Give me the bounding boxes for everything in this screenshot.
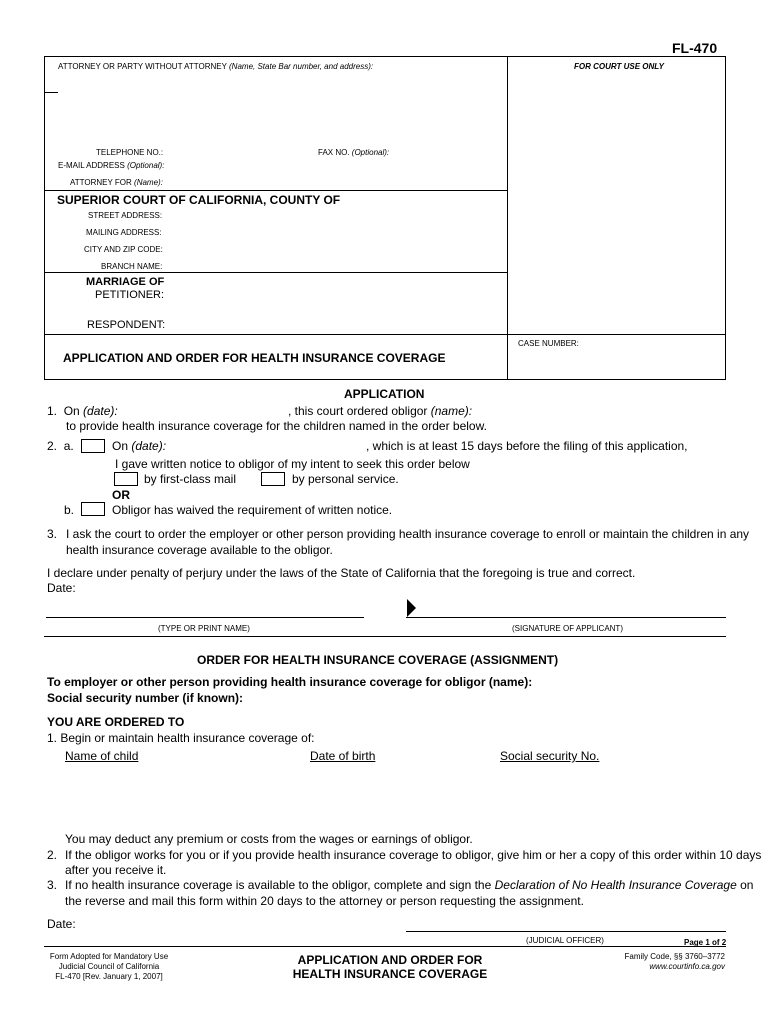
order-date-field[interactable] [82,916,282,931]
order-item2-line2: after you receive it. [65,863,167,877]
judicial-officer-signature-field[interactable] [420,914,724,930]
column-ssn: Social security No. [500,749,600,763]
app-item2a-checkbox[interactable] [81,439,105,453]
marriage-of-label: MARRIAGE OF [86,276,165,288]
footer-title: APPLICATION AND ORDER FOR HEALTH INSURANCE COVERAGE [292,953,488,981]
app-item2b-label: b. [64,503,75,517]
section-divider [44,636,726,637]
app-item2a-rest: , which is at least 15 days before the filing of this application, [366,439,688,453]
order-item1: 1. Begin or maintain health insurance coverage of: [47,731,315,745]
petitioner-label: PETITIONER: [95,289,165,301]
form-number: FL-470 [672,40,718,56]
petitioner-field[interactable] [164,287,500,302]
signature-applicant-label: (SIGNATURE OF APPLICANT) [512,624,623,633]
child-row-3-dob[interactable] [310,804,480,818]
case-number-label: CASE NUMBER: [518,339,579,348]
order-item3-num: 3. [47,878,58,892]
applicant-signature-line [406,617,726,618]
ordered-heading: YOU ARE ORDERED TO [47,715,185,729]
app-item2-num: 2. a. [47,439,74,453]
court-use-label: FOR COURT USE ONLY [574,62,664,71]
application-heading: APPLICATION [344,387,425,401]
order-to-employer-label: To employer or other person providing health insurance coverage for obligor (name): [47,675,533,689]
city-zip-label: CITY AND ZIP CODE: [84,245,163,254]
city-zip-field[interactable] [164,242,500,255]
personal-service-checkbox[interactable] [261,472,285,486]
child-row-3-name[interactable] [65,804,295,818]
court-title: SUPERIOR COURT OF CALIFORNIA, COUNTY OF [57,193,341,207]
app-item2-or: OR [112,488,130,502]
branch-name-label: BRANCH NAME: [101,262,163,271]
respondent-field[interactable] [164,317,500,332]
mailing-address-field[interactable] [164,225,500,238]
order-item3-line1: If no health insurance coverage is available to the obligor, complete and sign the Declaration of No Health Insurance Coverage on [65,878,754,892]
signature-arrow-icon [407,599,416,617]
footer-divider [44,946,726,947]
app-date-field[interactable] [82,580,282,595]
order-date-label: Date: [47,917,76,931]
order-ssn-field[interactable] [238,690,438,705]
page-number: Page 1 of 2 [684,938,727,947]
child-row-2-dob[interactable] [310,786,480,800]
app-item3-line2: health insurance coverage available to the obligor. [66,543,333,557]
footer-site-link[interactable]: www.courtinfo.ca.gov [649,962,725,971]
fax-field[interactable] [390,145,500,158]
app-item1-mid: , this court ordered obligor (name): [288,404,473,418]
attorney-for-label: ATTORNEY FOR (Name): [70,178,163,187]
deduct-text: You may deduct any premium or costs from the wages or earnings of obligor. [65,832,473,846]
app-item3-num: 3. [47,527,58,541]
telephone-label: TELEPHONE NO.: [96,148,164,157]
fax-label: FAX NO. (Optional): [318,148,390,157]
column-date-of-birth: Date of birth [310,749,376,763]
app-item1-line2: to provide health insurance coverage for the children named in the order below. [66,419,487,433]
order-item2-num: 2. [47,848,58,862]
order-item3-line2: the reverse and mail this form within 20 days to the attorney or person requesting the assignment. [65,894,584,908]
applicant-signature-field[interactable] [420,600,724,616]
column-name-of-child: Name of child [65,749,139,763]
order-heading: ORDER FOR HEALTH INSURANCE COVERAGE (ASSIGNMENT) [197,653,559,667]
app-item1-date-field[interactable] [124,403,284,418]
form-title: APPLICATION AND ORDER FOR HEALTH INSURANCE COVERAGE [63,351,446,365]
email-field[interactable] [164,158,500,171]
adoption-notice: Form Adopted for Mandatory Use Judicial Council of California FL-470 [Rev. January 1, 2007] [49,952,169,981]
judicial-officer-label: (JUDICIAL OFFICER) [526,936,604,945]
type-name-label: (TYPE OR PRINT NAME) [158,624,250,633]
child-row-1-name[interactable] [65,768,295,782]
child-row-2-name[interactable] [65,786,295,800]
child-row-1-ssn[interactable] [500,768,700,782]
street-address-label: STREET ADDRESS: [88,211,163,220]
app-item1: 1. On (date): [47,404,118,418]
county-field[interactable] [330,192,500,207]
order-item2-line1: If the obligor works for you or if you provide health insurance coverage to obligor, give him or her a copy of this order within 10 days [65,848,762,862]
child-row-1-dob[interactable] [310,768,480,782]
footer-code: Family Code, §§ 3760–3772 www.courtinfo.ca.gov [560,952,725,972]
personal-service-label: by personal service. [292,472,399,486]
case-divider [44,334,726,335]
mailing-address-label: MAILING ADDRESS: [86,228,162,237]
judicial-officer-line [406,931,726,932]
order-ssn-label: Social security number (if known): [47,691,244,705]
app-item2a-date-field[interactable] [168,438,364,453]
app-item2a-notice: I gave written notice to obligor of my intent to seek this order below [115,457,470,471]
branch-name-field[interactable] [164,259,500,272]
caption-divider-vertical [507,56,508,380]
attorney-for-field[interactable] [164,175,500,188]
email-label: E-MAIL ADDRESS (Optional): [58,161,165,170]
app-date-label: Date: [47,581,76,595]
case-number-field[interactable] [518,352,718,374]
declaration-text: I declare under penalty of perjury under the laws of the State of California that the foregoing is true and correct. [47,566,636,580]
attorney-divider [44,190,507,191]
order-obligor-name-field[interactable] [510,674,724,689]
first-class-mail-label: by first-class mail [144,472,237,486]
app-item2a-on: On (date): [112,439,167,453]
telephone-field[interactable] [164,145,314,158]
app-item2b-text: Obligor has waived the requirement of written notice. [112,503,393,517]
applicant-name-field[interactable] [48,600,362,616]
app-item3-line1: I ask the court to order the employer or other person providing health insurance coverage to enroll or maintain the children in any [66,527,750,541]
first-class-mail-checkbox[interactable] [114,472,138,486]
app-item1-obligor-field[interactable] [468,403,718,418]
child-row-2-ssn[interactable] [500,786,700,800]
attorney-field-marker [44,92,58,93]
child-row-3-ssn[interactable] [500,804,700,818]
applicant-name-line [46,617,364,618]
street-address-field[interactable] [164,208,500,221]
court-divider [44,272,507,273]
app-item2b-checkbox[interactable] [81,502,105,516]
attorney-name-address-field[interactable] [60,74,500,144]
attorney-label: ATTORNEY OR PARTY WITHOUT ATTORNEY (Name, State Bar number, and address): [58,62,374,71]
respondent-label: RESPONDENT: [87,319,166,331]
